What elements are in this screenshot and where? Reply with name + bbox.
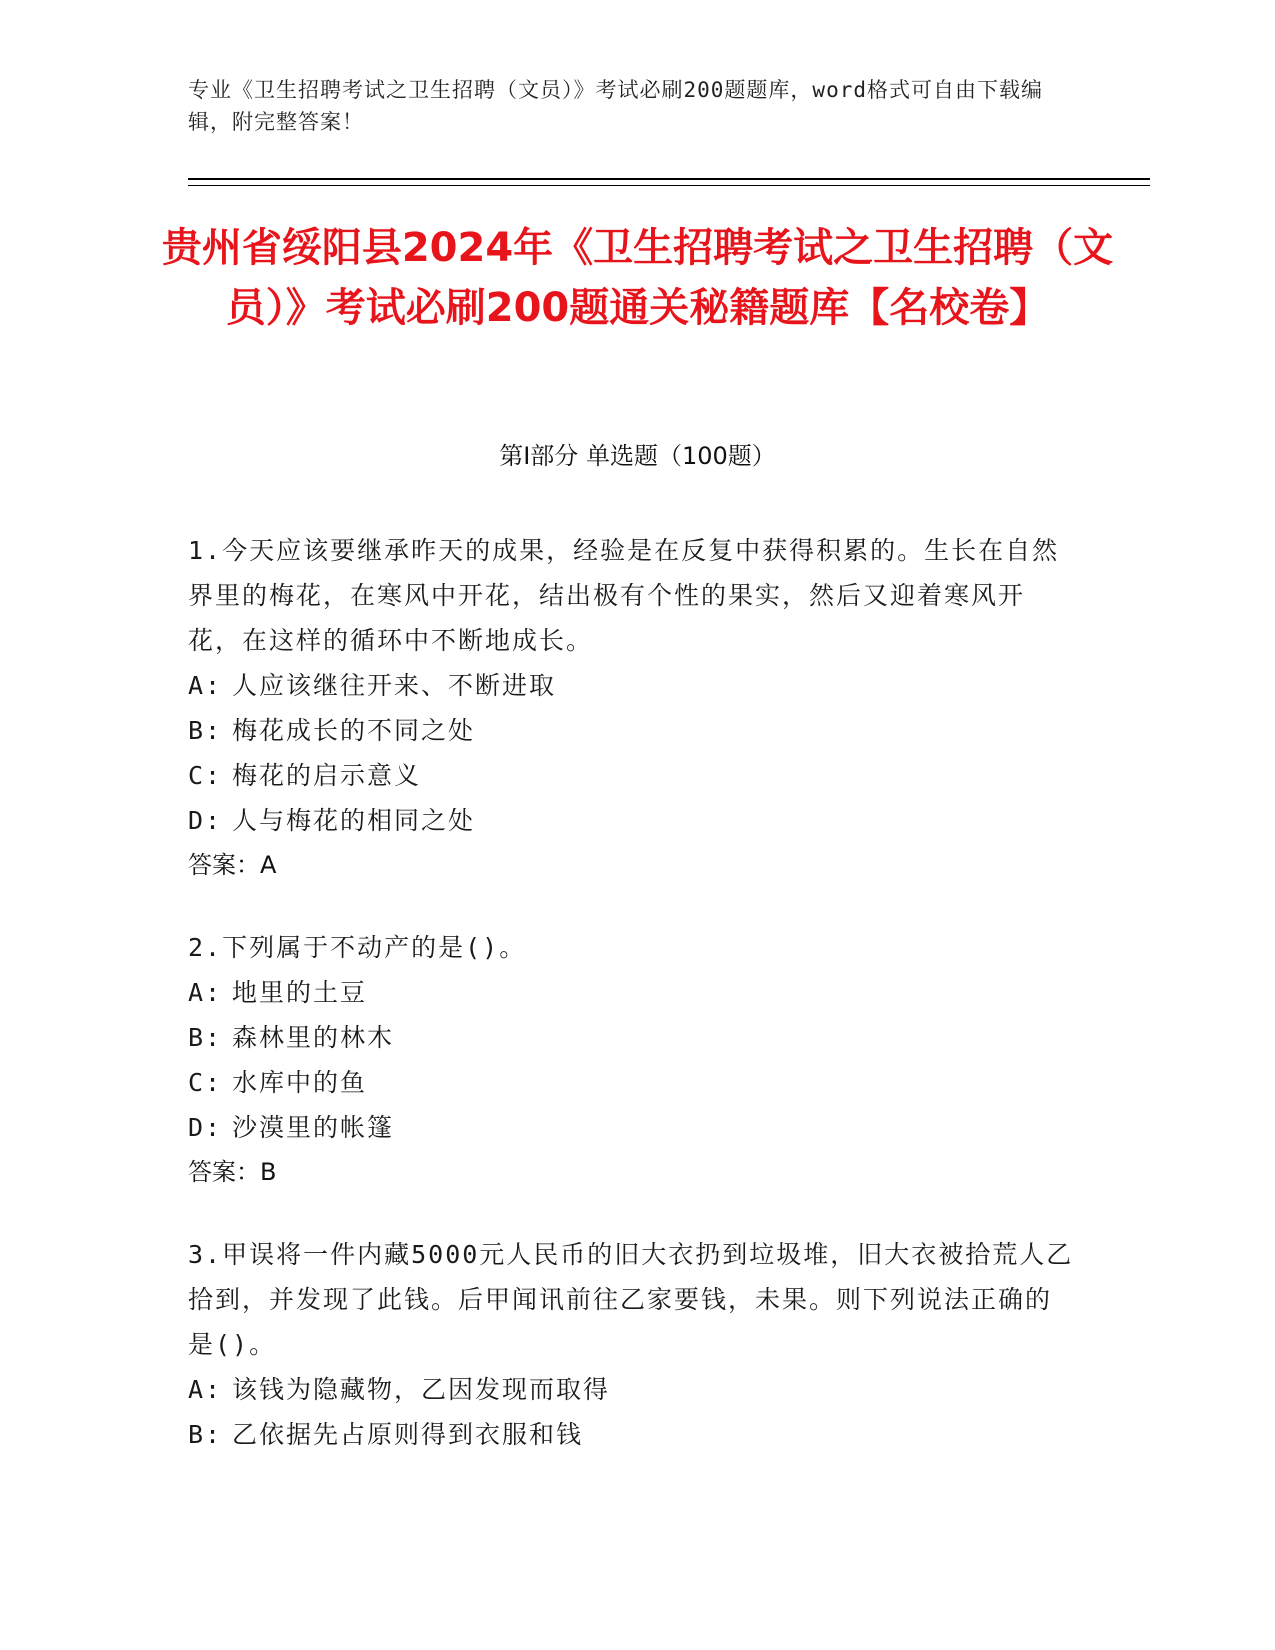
answer-label: 答案： [188, 1158, 260, 1186]
option-text: 人与梅花的相同之处 [232, 806, 476, 835]
option-text: 水库中的鱼 [232, 1068, 368, 1097]
option-a [188, 1367, 1078, 1412]
option-letter: B: [188, 716, 223, 745]
question-1 [188, 528, 1078, 888]
answer-line [188, 843, 1078, 888]
option-b [188, 708, 1078, 753]
option-text: 梅花的启示意义 [232, 761, 422, 790]
answer-value: A [260, 851, 277, 879]
option-a [188, 970, 1078, 1015]
document-title: 贵州省绥阳县2024年《卫生招聘考试之卫生招聘（文员）》考试必刷200题通关秘籍题库【名校卷】 [161, 225, 1114, 331]
header-rule-thick [188, 178, 1150, 180]
option-text: 沙漠里的帐篷 [232, 1113, 395, 1142]
answer-line [188, 1150, 1078, 1195]
option-letter: C: [188, 761, 223, 790]
question-2 [188, 925, 1078, 1195]
question-3 [188, 1232, 1078, 1457]
option-text: 梅花成长的不同之处 [232, 716, 476, 745]
option-letter: B: [188, 1420, 223, 1449]
option-c [188, 753, 1078, 798]
option-letter: A: [188, 671, 223, 700]
answer-value: B [260, 1158, 277, 1186]
option-b [188, 1015, 1078, 1060]
option-letter: D: [188, 806, 223, 835]
option-text: 地里的土豆 [232, 978, 368, 1007]
option-d [188, 798, 1078, 843]
option-text: 乙依据先占原则得到衣服和钱 [232, 1420, 584, 1449]
option-b [188, 1412, 1078, 1457]
option-letter: C: [188, 1068, 223, 1097]
header-note: 专业《卫生招聘考试之卫生招聘（文员）》考试必刷200题题库，word格式可自由下载编辑，附完整答案！ [188, 78, 1043, 134]
answer-label: 答案： [188, 851, 260, 879]
section-heading: 第Ⅰ部分 单选题（100题） [499, 442, 776, 470]
option-letter: A: [188, 1375, 223, 1404]
option-text: 该钱为隐藏物，乙因发现而取得 [232, 1375, 611, 1404]
question-stem: 2.下列属于不动产的是()。 [188, 933, 527, 962]
option-letter: D: [188, 1113, 223, 1142]
question-stem: 1.今天应该要继承昨天的成果，经验是在反复中获得积累的。生长在自然界里的梅花，在寒风中开花，结出极有个性的果实，然后又迎着寒风开花，在这样的循环中不断地成长。 [188, 536, 1060, 655]
option-letter: B: [188, 1023, 223, 1052]
option-text: 森林里的林木 [232, 1023, 395, 1052]
header-rule-thin [188, 185, 1150, 186]
question-list [188, 528, 1078, 1494]
option-text: 人应该继往开来、不断进取 [232, 671, 557, 700]
question-stem: 3.甲误将一件内藏5000元人民币的旧大衣扔到垃圾堆，旧大衣被拾荒人乙拾到，并发现了此钱。后甲闻讯前往乙家要钱，未果。则下列说法正确的是()。 [188, 1240, 1074, 1359]
option-d [188, 1105, 1078, 1150]
option-a [188, 663, 1078, 708]
option-c [188, 1060, 1078, 1105]
option-letter: A: [188, 978, 223, 1007]
